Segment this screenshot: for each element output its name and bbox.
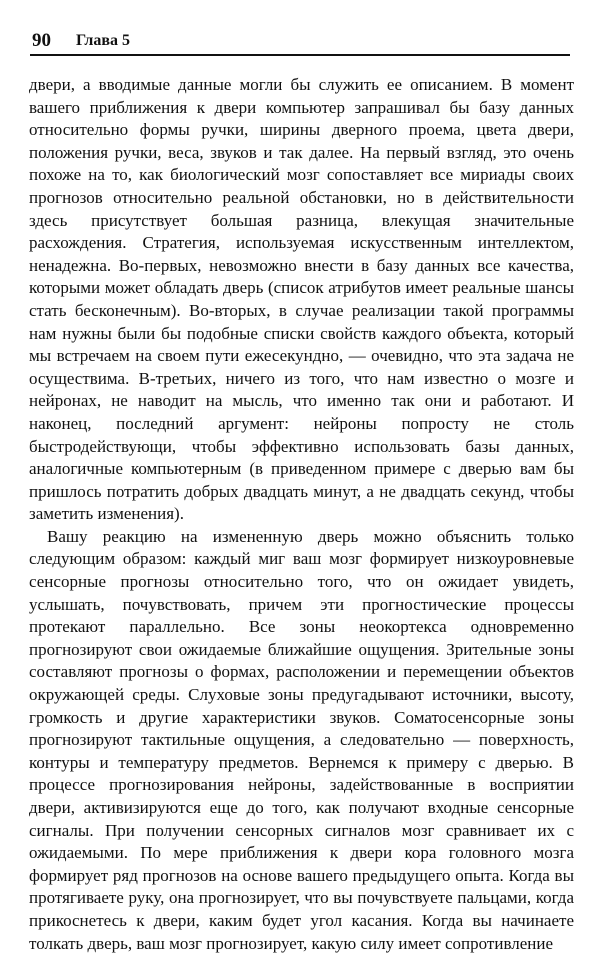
body-text [29,74,574,955]
paragraph-continued: двери, а вводимые данные могли бы служить ее описанием. В момент вашего приближения к двери компьютер запрашивал бы базу данных относительно формы ручки, ширины дверного проема, цвета двери, положения ручки, веса, звуков и так далее. На первый взгляд, это очень похоже на то, как биологический мозг сопоставляет все мириады своих прогнозов относительно реальной обстановки, но в действительности здесь присутствует большая разница, влекущая значительные расхождения. Стратегия, используемая искусственным интеллектом, ненадежна. Во-первых, невозможно внести в базу данных все качества, которыми может обладать дверь (список атрибутов имеет реальные шансы стать бесконечным). Во-вторых, в случае реализации такой программы нам нужны были бы подобные списки свойств каждого объекта, который мы встречаем на своем пути ежесекундно, — очевидно, что эта задача не осуществима. В-третьих, ничего из того, что нам известно о мозге и нейронах, не наводит на мысль, что именно так они и работают. И наконец, последний аргумент: нейроны попросту не столь быстродействующи, чтобы эффективно использовать базы данных, аналогичные компьютерным (в приведенном примере с дверью вам бы пришлось потратить добрых двадцать минут, а не двадцать секунд, чтобы заметить изменения). [29,75,574,524]
chapter-title: Глава 5 [76,32,130,49]
paragraph: Вашу реакцию на измененную дверь можно объяснить только следующим образом: каждый миг ваш мозг формирует низкоуровневые сенсорные прогнозы относительно того, что он ожидает увидеть, услышать, почувствовать, причем эти прогностические процессы протекают параллельно. Все зоны неокортекса одновременно прогнозируют свои ожидаемые ближайшие ощущения. Зрительные зоны составляют прогнозы о формах, расположении и перемещении объектов окружающей среды. Слуховые зоны предугадывают источники, высоту, громкость и другие характеристики звуков. Соматосенсорные зоны прогнозируют тактильные ощущения, а следовательно — поверхность, контуры и температуру предметов. Вернемся к примеру с дверью. В процессе прогнозирования нейроны, задействованные в восприятии двери, активизируются еще до того, как получают входные сенсорные сигналы. При получении сенсорных сигналов мозг сравнивает их с ожидаемыми. По мере приближения к двери кора головного мозга формирует ряд прогнозов на основе вашего предыдущего опыта. Когда вы протягиваете руку, она прогнозирует, что вы почувствуете пальцами, когда прикоснетесь к двери, каким будет угол касания. Когда вы начинаете толкать дверь, ваш мозг прогнозирует, какую силу имеет сопротивление [29,526,574,953]
running-header [30,28,570,56]
page-number: 90 [32,30,51,51]
